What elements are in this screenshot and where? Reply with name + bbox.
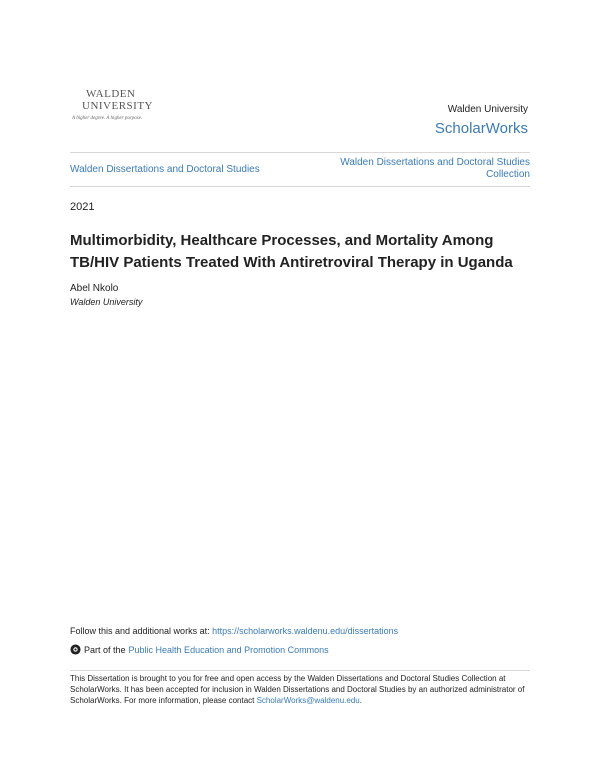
publication-year: 2021 <box>70 201 95 213</box>
access-notice <box>70 673 532 706</box>
commons-link[interactable]: Public Health Education and Promotion Commons <box>128 644 329 655</box>
logo-line-university: UNIVERSITY <box>82 100 153 112</box>
notice-end: . <box>359 696 362 705</box>
contact-email-link[interactable]: ScholarWorks@waldenu.edu <box>256 696 360 705</box>
institution-name: Walden University <box>447 104 528 115</box>
notice-text: This Dissertation is brought to you for free and open access by the Walden Dissertations and Doctoral Studies Collection at ScholarWorks. It has been accepted for inclusion in Walden Dissertations and Doctoral Studies by an authorized administrator of ScholarWorks. For more information, please contact <box>70 674 525 705</box>
series-link-right[interactable]: Walden Dissertations and Doctoral Studies Collection <box>340 157 530 180</box>
series-divider <box>70 186 530 187</box>
series-link-left[interactable]: Walden Dissertations and Doctoral Studies <box>70 164 260 175</box>
author-name: Abel Nkolo <box>70 283 119 294</box>
author-affiliation: Walden University <box>70 297 143 307</box>
footer-divider <box>70 670 530 671</box>
dissertations-link[interactable]: https://scholarworks.waldenu.edu/dissertations <box>212 626 399 636</box>
walden-university-logo <box>72 88 162 128</box>
part-of-line <box>70 644 329 655</box>
part-of-prefix: Part of the <box>84 644 126 655</box>
commons-network-icon <box>70 644 81 655</box>
scholarworks-link[interactable]: ScholarWorks <box>434 120 528 137</box>
follow-prefix: Follow this and additional works at: <box>70 626 213 636</box>
logo-line-walden: WALDEN <box>86 88 136 100</box>
paper-title: Multimorbidity, Healthcare Processes, and Mortality Among TB/HIV Patients Treated With Antiretroviral Therapy in Uganda <box>70 232 513 271</box>
logo-tagline: A higher degree. A higher purpose. <box>72 116 143 121</box>
follow-line <box>70 626 398 636</box>
top-divider <box>70 152 530 153</box>
